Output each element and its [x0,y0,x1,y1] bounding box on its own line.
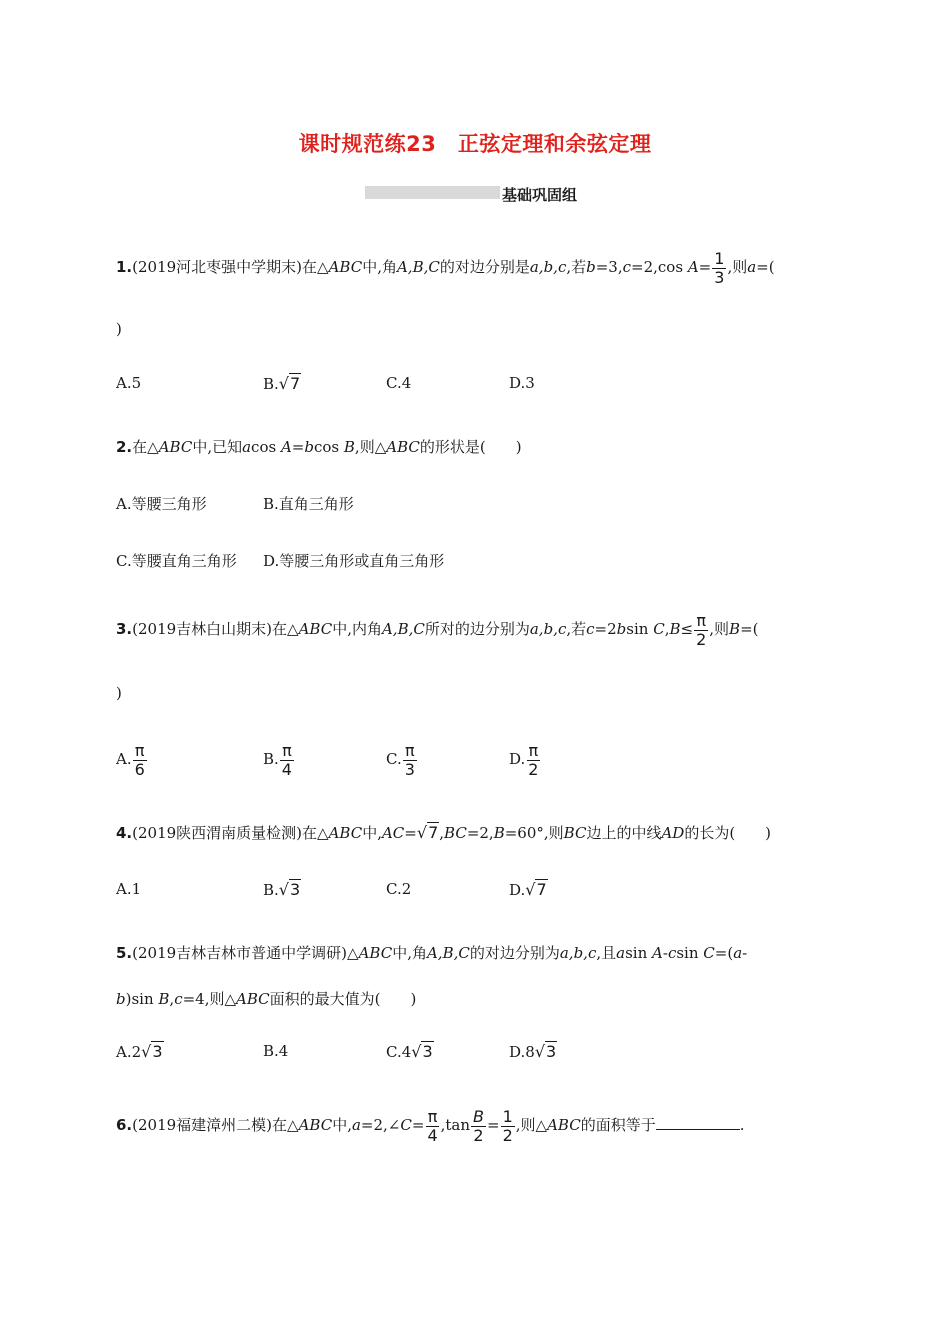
question-4: 4.(2019陕西渭南质量检测)在△ABC中,AC=√7,BC=2,B=60°,则BC边上的中线AD的长为( ) [116,823,772,842]
sqrt-symbol: √7 [416,823,439,842]
q4-option-b: B.√3 [263,880,301,899]
q1-option-c: C.4 [386,374,412,392]
question-number: 3. [116,620,133,639]
question-5: 5.(2019吉林吉林市普通中学调研)△ABC中,角A,B,C的对边分别为a,b,c,且asin A-csin C=(a- [116,944,748,962]
sqrt-symbol: √3 [141,1042,163,1061]
fraction: $\frac{1}{3}$ [714,249,725,287]
question-number: 5. [116,944,133,962]
page-title: 课时规范练23 正弦定理和余弦定理 [298,132,652,156]
q4-option-a: A.1 [116,880,142,898]
q3-option-d: D. $\frac{\pi}{2}$ [509,741,539,779]
question-number: 6. [116,1116,133,1135]
question-number: 2. [116,438,133,456]
q2-option-d: D.等腰三角形或直角三角形 [263,552,445,570]
answer-blank[interactable] [656,1115,740,1130]
q5-option-b: B.4 [263,1042,289,1060]
sqrt-symbol: √7 [278,374,301,393]
q3-option-a: A. $\frac{\pi}{6}$ [116,741,145,779]
q2-option-c: C.等腰直角三角形 [116,552,237,570]
q4-option-c: C.2 [386,880,412,898]
q3-option-b: B. $\frac{\pi}{4}$ [263,741,292,779]
fraction: $\frac{B}{2}$ [473,1107,485,1145]
fraction: $\frac{1}{2}$ [502,1107,513,1145]
q1-option-d: D.3 [509,374,535,392]
question-number: 4. [116,824,133,842]
sqrt-symbol: √3 [534,1042,557,1061]
question-1-close: ) [116,320,122,338]
question-2: 2.在△ABC中,已知acos A=bcos B,则△ABC的形状是( ) [116,438,522,456]
question-3-close: ) [116,684,122,702]
q5-option-d: D.8√3 [509,1042,557,1061]
q3-option-c: C. $\frac{\pi}{3}$ [386,741,415,779]
sqrt-symbol: √7 [525,880,547,899]
q5-option-c: C.4√3 [386,1042,433,1061]
question-5-cont: b)sin B,c=4,则△ABC面积的最大值为( ) [116,990,417,1008]
question-1: 1.(2019河北枣强中学期末)在△ABC中,角A,B,C的对边分别是a,b,c,若b=3,c=2,cos A= $\frac{1}{3}$ ,则a=( [116,249,775,287]
question-number: 1. [116,258,133,277]
q2-option-a: A.等腰三角形 [116,495,207,513]
question-3: 3.(2019吉林白山期末)在△ABC中,内角A,B,C所对的边分别为a,b,c,若c=2bsin C,B≤ $\frac{\pi}{2}$ ,则B=( [116,611,759,649]
q4-option-d: D.√7 [509,880,547,899]
section-bar [365,186,500,199]
q1-option-b: B.√7 [263,374,301,393]
q1-option-a: A.5 [116,374,142,392]
question-6: 6.(2019福建漳州二模)在△ABC中,a=2,∠C= $\frac{\pi}{4}$ ,tan $\frac{B}{2}$ = $\frac{1}{2}$ ,则△ABC的面积等于 . [116,1107,745,1145]
q5-option-a: A.2√3 [116,1042,163,1061]
fraction: $\frac{\pi}{2}$ [696,611,707,649]
q2-option-b: B.直角三角形 [263,495,354,513]
sqrt-symbol: √3 [278,880,301,899]
fraction: $\frac{\pi}{4}$ [427,1107,438,1145]
section-label: 基础巩固组 [502,186,578,204]
sqrt-symbol: √3 [411,1042,433,1061]
